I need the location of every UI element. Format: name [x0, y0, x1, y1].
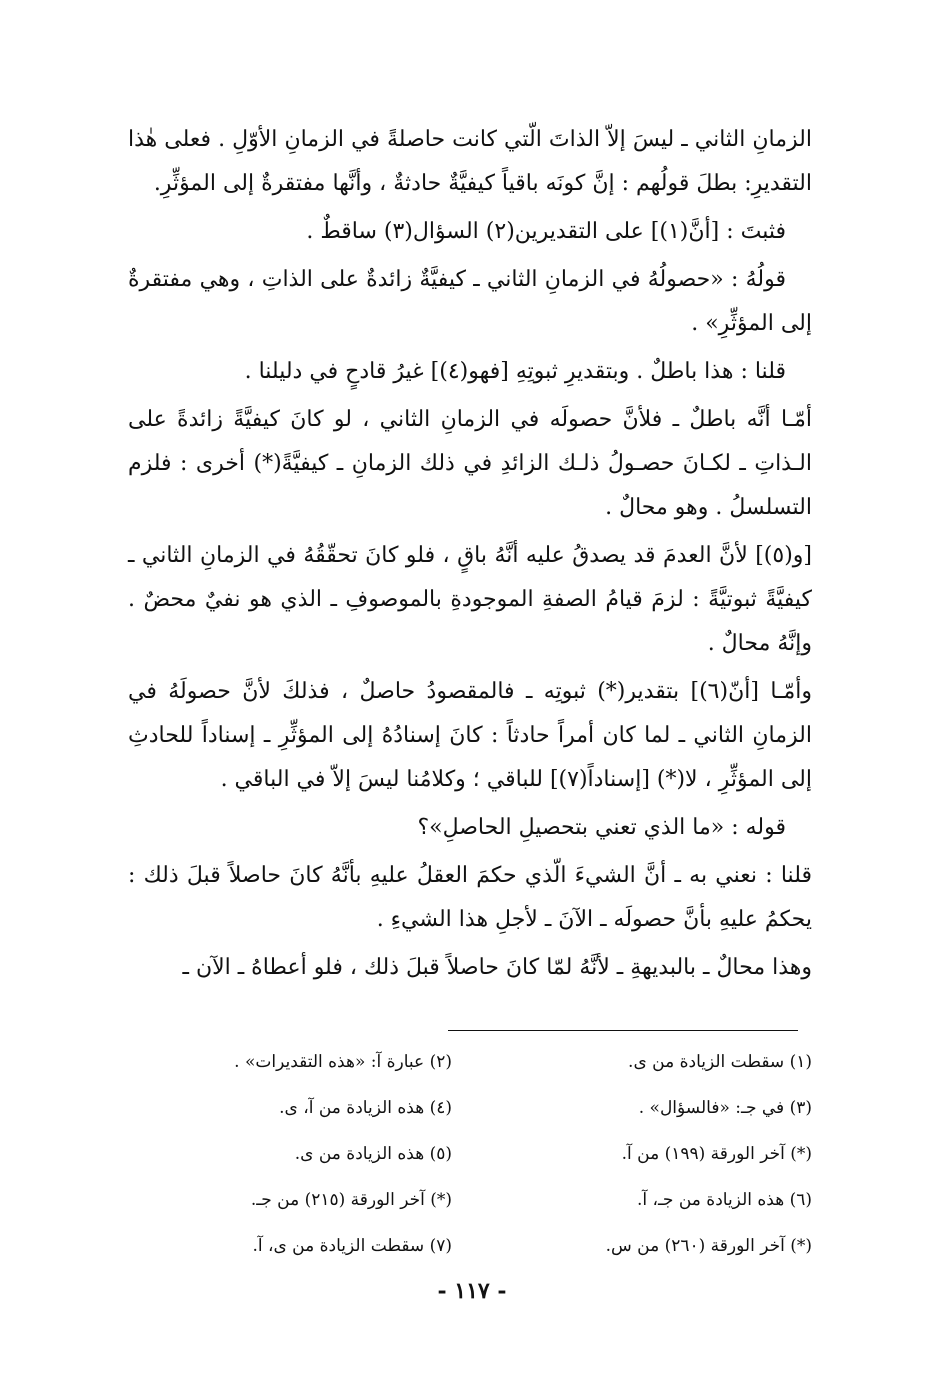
footnote-5: (٥) هذه الزيادة من ى.	[294, 1144, 452, 1164]
footnote-divider	[448, 1030, 798, 1031]
footnote-2: (٢) عبارة آ: «هذه التقديرات» .	[234, 1052, 452, 1072]
paragraph-1: الزمانِ الثاني ـ ليسَ إلاّ الذاتَ الّتي كانت حاصلةً في الزمانِ الأوّلِ . فعلى هٰذا التقديرِ: بطلَ قولُهم : إنَّ كونَه باقياً كيفيَّةٌ حادثةٌ ، وأنَّها مفتقرةٌ إلى المؤثِّرِ.	[128, 127, 812, 196]
paragraph-3: قولُهُ : «حصولُهُ في الزمانِ الثاني ـ كيفيَّةٌ زائدةٌ على الذاتِ ، وهي مفتقرةٌ إلى المؤثِّرِ» .	[128, 267, 812, 336]
footnote-folio-260: (*) آخر الورقة (٢٦٠) من س.	[605, 1236, 812, 1256]
paragraph-4: قلنا : هذا باطلٌ . وبتقديرِ ثبوتِهِ [فهو(٤)] غيرُ قادحٍ في دليلنا .	[244, 359, 786, 384]
paragraph-7: وأمّـا [أنّ(٦)] بتقدير(*) ثبوتِه ـ فالمقصودُ حاصلٌ ، فذلكَ لأنَّ حصولَهُ في الزمانِ الثاني ـ لما كان أمراً حادثاً : كانَ إسنادُهُ إلى المؤثِّرِ ـ إسناداً للحادثِ إلى المؤثِّرِ ، لا(*) [إسناداً(٧)] للباقي ؛ وكلامُنا ليسَ إلاّ في الباقي .	[128, 679, 812, 792]
footnote-6: (٦) هذه الزيادة من جـ، آ.	[636, 1190, 812, 1210]
footnote-folio-199: (*) آخر الورقة (١٩٩) من آ.	[621, 1144, 812, 1164]
footnote-4: (٤) هذه الزيادة من آ، ى.	[279, 1098, 452, 1118]
paragraph-8: قوله : «ما الذي تعني بتحصيلِ الحاصلِ»؟	[417, 815, 786, 840]
page-number: - ١١٧ -	[437, 1278, 507, 1304]
footnote-7: (٧) سقطت الزيادة من ى، آ.	[252, 1236, 452, 1256]
paragraph-2: فثبتَ : [أنَّ(١)] على التقديرين(٢) السؤال(٣) ساقطٌ .	[306, 219, 786, 244]
paragraph-6: [و(٥)] لأنَّ العدمَ قد يصدقُ عليه أنَّهُ باقٍ ، فلو كانَ تحقّقُهُ في الزمانِ الثاني ـ كيفيَّةً ثبوتيَّةً : لزمَ قيامُ الصفةِ الموجودةِ بالموصوفِ ـ الذي هو نفيٌ محضٌ . وإنَّهُ محالٌ .	[128, 543, 812, 656]
footnote-3: (٣) في جـ: «فالسؤال» .	[638, 1098, 812, 1118]
footnote-1: (١) سقطت الزيادة من ى.	[628, 1052, 812, 1072]
paragraph-9: قلنا : نعني به ـ أنَّ الشيءَ الّذي حكمَ العقلُ عليهِ بأنَّهُ كانَ حاصلاً قبلَ ذلك : يحكمُ عليهِ بأنَّ حصولَه ـ الآنَ ـ لأجلِ هذا الشيءِ .	[128, 863, 812, 932]
footnote-folio-215: (*) آخر الورقة (٢١٥) من جـ.	[250, 1190, 452, 1210]
paragraph-5: أمّـا أنَّه باطلٌ ـ فلأنَّ حصولَه في الزمانِ الثاني ، لو كانَ كيفيَّةً زائدةً على الـذاتِ ـ لكـانَ حصـولُ ذلـك الزائدِ في ذلك الزمانِ ـ كيفيَّةً(*) أخرى : فلزم التسلسلُ . وهو محالٌ .	[128, 407, 812, 520]
footnotes	[128, 1042, 812, 1266]
paragraph-10: وهذا محالٌ ـ بالبديهةِ ـ لأنَّهُ لمّا كانَ حاصلاً قبلَ ذلك ، فلو أعطاهُ ـ الآن ـ	[182, 955, 812, 980]
main-text	[128, 118, 812, 994]
